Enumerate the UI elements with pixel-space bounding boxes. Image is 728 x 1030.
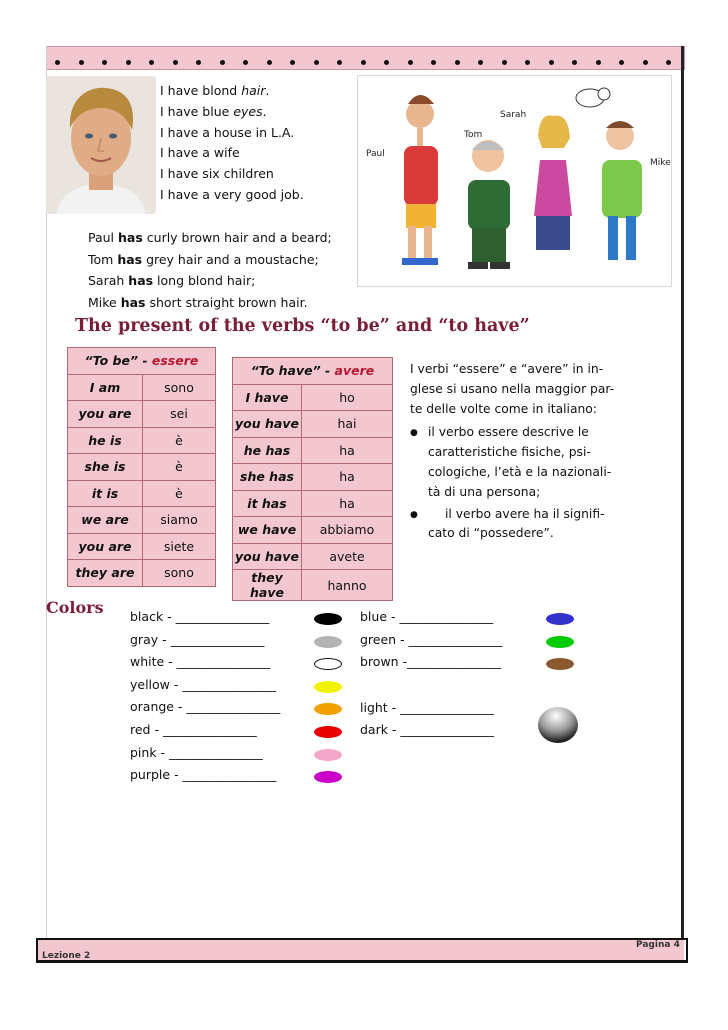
italian-form: abbiamo (302, 517, 393, 544)
italian-form: hai (302, 411, 393, 438)
label-sarah: Sarah (500, 110, 527, 120)
english-form: you have (233, 411, 302, 438)
explanation-line: I verbi “essere” e “avere” in in- (410, 362, 604, 376)
intro-text: . (265, 83, 270, 98)
color-swatch-icon (314, 681, 342, 693)
person-name: Mike (88, 294, 121, 310)
table-header-row (68, 348, 216, 375)
english-form: it has (233, 490, 302, 517)
man-portrait-photo (46, 76, 156, 214)
color-swatch-icon (314, 636, 342, 648)
table-row (68, 454, 216, 481)
color-swatch-icon (546, 613, 574, 625)
italian-form: sei (143, 401, 216, 428)
color-line: blue - _______________ (360, 609, 494, 624)
color-line: dark - _______________ (360, 722, 495, 737)
person-name: Paul (88, 230, 119, 245)
bullet-line: cato di “possedere”. (428, 526, 554, 541)
table-row (233, 543, 393, 570)
english-form: she has (233, 464, 302, 491)
bullet-icon: ● (410, 428, 418, 439)
color-swatch-icon (546, 636, 574, 648)
italian-form: ha (302, 437, 393, 464)
to-be-table (67, 347, 216, 587)
table-row (68, 533, 216, 560)
header-english: “To be” - (84, 353, 152, 369)
english-form: you are (68, 401, 143, 428)
light-dark-sphere (537, 706, 579, 744)
cartoon-people-illustration (357, 75, 672, 287)
table-header (68, 348, 216, 375)
header-italian: avere (334, 363, 375, 379)
label-mike: Mike (650, 158, 671, 168)
color-line: green - _______________ (360, 632, 503, 647)
table-row (233, 464, 393, 491)
verb-has: has (128, 273, 154, 288)
italian-form: è (143, 427, 216, 454)
color-line: purple - _______________ (130, 767, 277, 783)
bullet-icon: ● (410, 509, 418, 520)
description-text: short straight brown hair. (145, 294, 308, 310)
intro-line (160, 81, 304, 102)
bullet-line: caratteristiche fisiche, psi- (428, 445, 591, 460)
intro-text: I have a wife (160, 145, 240, 161)
footer-page-number: Pagina 4 (636, 940, 680, 950)
intro-text: I have a very good job. (160, 186, 304, 202)
italian-form: ha (302, 464, 393, 491)
table-row (68, 374, 216, 401)
italian-form: sono (143, 374, 216, 401)
english-form: he has (233, 437, 302, 464)
table-row (233, 437, 393, 464)
table-row (233, 517, 393, 544)
verb-has: has (118, 230, 143, 245)
english-form: it is (68, 480, 143, 507)
verb-has: has (120, 294, 146, 310)
description-line (88, 249, 332, 271)
english-form: we are (68, 507, 143, 534)
table-header-row (233, 358, 393, 385)
english-form: they are (68, 560, 143, 587)
english-form: I am (68, 374, 143, 401)
bullet-line: cologiche, l’età e la nazionali- (428, 465, 612, 479)
color-swatch-icon (546, 658, 574, 670)
intro-emphasis: hair (241, 83, 266, 98)
italian-form: è (143, 454, 216, 481)
color-line: red - _______________ (130, 722, 257, 737)
explanation-line: te delle volte come in italiano: (410, 401, 597, 416)
color-swatch-icon (314, 613, 342, 625)
table-row (233, 490, 393, 517)
intro-text: I have six children (160, 166, 274, 182)
italian-form: siamo (143, 507, 216, 534)
description-line (88, 270, 332, 292)
explanation-line: glese si usano nella maggior par- (410, 381, 615, 396)
bullet-line: il verbo essere descrive le (428, 425, 589, 440)
english-form: she is (68, 454, 143, 481)
english-form: they have (233, 570, 302, 601)
intro-line (160, 143, 304, 164)
section-heading: The present of the verbs “to be” and “to have” (75, 316, 530, 336)
color-line: orange - _______________ (130, 699, 281, 715)
people-descriptions (88, 227, 332, 313)
colors-title: Colors (46, 598, 104, 617)
english-form: you are (68, 533, 143, 560)
grammar-explanation (410, 360, 640, 544)
italian-form: è (143, 480, 216, 507)
footer-lesson: Lezione 2 (42, 951, 91, 961)
bullet-line: tà di una persona; (428, 484, 541, 499)
table-row (68, 480, 216, 507)
intro-line (160, 185, 304, 206)
italian-form: avete (302, 543, 393, 570)
intro-emphasis: eyes (233, 103, 263, 119)
color-line: black - _______________ (130, 609, 270, 624)
color-swatch-icon (314, 726, 342, 738)
header-italian: essere (151, 353, 199, 369)
intro-sentences (160, 81, 304, 206)
intro-text: I have blue (160, 103, 234, 119)
english-form: we have (233, 517, 302, 544)
color-line: brown -_______________ (360, 654, 501, 669)
intro-text: . (262, 103, 267, 119)
english-form: he is (68, 427, 143, 454)
intro-line (160, 123, 304, 144)
table-row (68, 507, 216, 534)
footer-border (36, 938, 688, 963)
table-header (233, 358, 393, 385)
description-text: grey hair and a moustache; (142, 251, 319, 267)
italian-form: ho (302, 384, 393, 411)
color-line: gray - _______________ (130, 631, 265, 647)
color-line: light - _______________ (360, 700, 494, 715)
person-name: Sarah (88, 273, 129, 288)
bullet-line: il verbo avere ha il signifi- (445, 506, 605, 521)
label-paul: Paul (366, 149, 385, 159)
italian-form: ha (302, 490, 393, 517)
color-swatch-icon (314, 749, 342, 761)
table-row (68, 427, 216, 454)
verb-has: has (117, 251, 143, 267)
label-tom: Tom (464, 130, 483, 140)
english-form: you have (233, 543, 302, 570)
description-text: long blond hair; (153, 273, 256, 288)
intro-line (160, 102, 304, 123)
to-have-table (232, 357, 393, 601)
description-text: curly brown hair and a beard; (142, 230, 332, 245)
table-row (233, 411, 393, 438)
intro-line (160, 164, 304, 185)
table-row (68, 560, 216, 587)
english-form: I have (233, 384, 302, 411)
color-line: yellow - _______________ (130, 676, 277, 692)
description-line (88, 227, 332, 249)
table-row (233, 384, 393, 411)
color-line: pink - _______________ (130, 744, 263, 760)
person-name: Tom (88, 251, 118, 267)
color-line: white - _______________ (130, 654, 271, 670)
table-row (68, 401, 216, 428)
table-row (233, 570, 393, 601)
italian-form: hanno (302, 570, 393, 601)
description-line (88, 292, 332, 314)
intro-text: I have blond (160, 83, 242, 98)
italian-form: siete (143, 533, 216, 560)
intro-text: I have a house in L.A. (160, 124, 295, 140)
italian-form: sono (143, 560, 216, 587)
header-english: “To have” - (250, 363, 335, 379)
